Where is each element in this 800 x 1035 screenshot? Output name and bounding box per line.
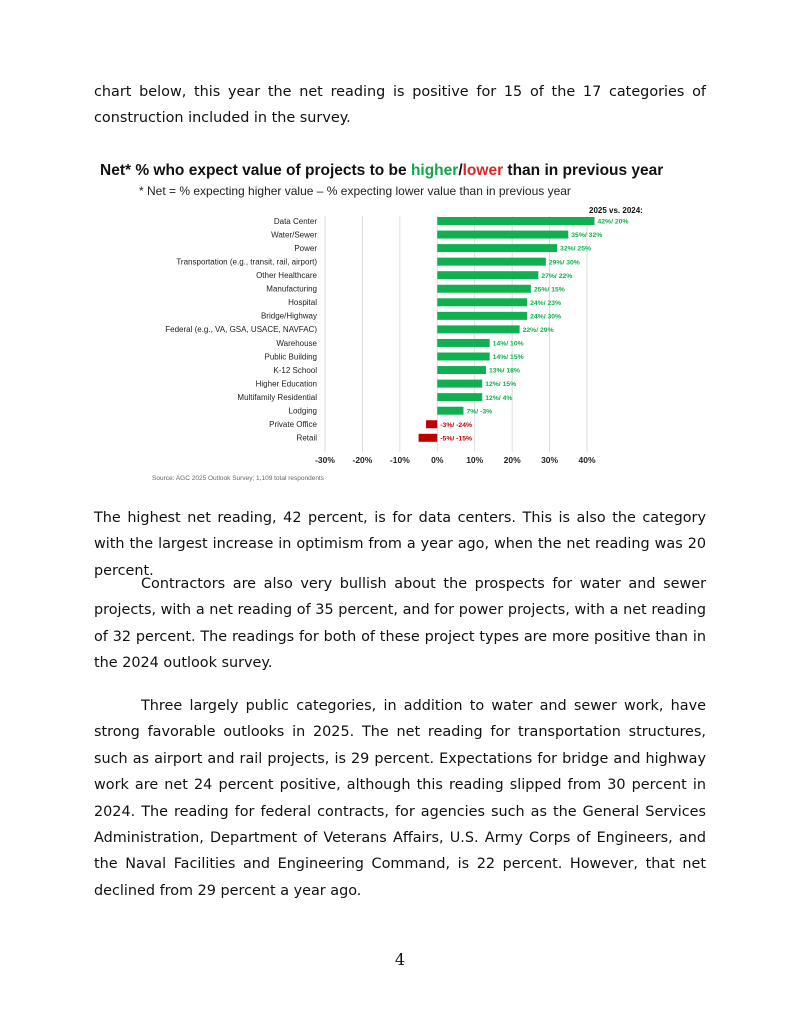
- category-label: Data Center: [273, 216, 317, 226]
- category-label: Power: [294, 243, 317, 253]
- category-label: Water/Sewer: [271, 230, 317, 240]
- category-label: Manufacturing: [266, 284, 317, 294]
- category-label: Retail: [296, 433, 317, 443]
- category-label: Federal (e.g., VA, GSA, USACE, NAVFAC): [165, 325, 317, 335]
- bar: [437, 217, 594, 225]
- bar: [437, 231, 568, 239]
- category-label: Warehouse: [276, 338, 317, 348]
- x-tick-label: 30%: [541, 455, 559, 465]
- bar: [437, 380, 482, 388]
- bar: [437, 258, 546, 266]
- bar: [437, 298, 527, 306]
- paragraph-contractors: Contractors are also very bullish about the prospects for water and sewer projects, with a net reading of 35 percent, and for power projects, with a net reading of 32 percent. The readings for both of these project types are more positive than in the 2024 outlook survey.: [94, 576, 706, 672]
- category-label: Lodging: [288, 406, 317, 416]
- data-label: 13%/ 18%: [488, 367, 520, 375]
- bar: [437, 393, 482, 401]
- bar: [437, 407, 463, 415]
- chart-subtitle: * Net = % expecting higher value – % expecting lower value than in previous year: [139, 184, 571, 198]
- legend-header: 2025 vs. 2024:: [589, 206, 643, 215]
- chart-title-lower: lower: [462, 162, 504, 179]
- x-tick-label: -10%: [389, 455, 410, 465]
- bar: [437, 339, 489, 347]
- data-label: 22%/ 29%: [522, 327, 554, 334]
- chart-title-part1: Net* % who expect value of projects to be: [100, 162, 411, 179]
- data-label: 12%/ 4%: [485, 394, 513, 402]
- bar: [437, 312, 527, 320]
- bar: [437, 285, 531, 293]
- data-label: 7%/ -3%: [466, 408, 493, 416]
- x-tick-label: 0%: [431, 455, 444, 465]
- category-label: K-12 School: [273, 365, 317, 375]
- data-label: 42%/ 20%: [597, 218, 629, 226]
- bar: [419, 434, 438, 442]
- data-label: 14%/ 15%: [492, 354, 524, 362]
- category-label: Private Office: [269, 420, 317, 430]
- data-label: 25%/ 15%: [533, 286, 565, 294]
- category-label: Transportation (e.g., transit, rail, airport): [176, 257, 317, 267]
- data-label: 12%/ 15%: [485, 381, 517, 389]
- data-label: 24%/ 30%: [530, 313, 562, 321]
- x-axis-ticks: [315, 455, 596, 465]
- bar: [426, 420, 437, 428]
- category-label: Public Building: [264, 352, 317, 362]
- category-label: Bridge/Highway: [260, 311, 317, 321]
- data-label: -5%/ -15%: [440, 435, 473, 443]
- x-tick-label: 20%: [503, 455, 521, 465]
- category-label: Multifamily Residential: [237, 392, 317, 402]
- chart-title-part2: than in previous year: [503, 162, 664, 179]
- paragraph-intro: chart below, this year the net reading is positive for 15 of the 17 categories of construction included in the survey.: [94, 84, 706, 127]
- data-label: 14%/ 10%: [492, 340, 524, 348]
- bar: [437, 325, 519, 333]
- category-label: Higher Education: [255, 379, 317, 389]
- data-label: 27%/ 22%: [541, 272, 573, 280]
- net-expectations-chart: [94, 150, 706, 490]
- paragraph-highest: The highest net reading, 42 percent, is for data centers. This is also the category with the largest increase in optimism from a year ago, when the net reading was 20 percent.: [94, 510, 706, 579]
- x-tick-label: -20%: [352, 455, 373, 465]
- data-label: 35%/ 32%: [571, 232, 603, 240]
- category-label: Other Healthcare: [256, 271, 317, 280]
- x-tick-label: 40%: [578, 455, 596, 465]
- bar: [437, 353, 489, 361]
- paragraph-public: Three largely public categories, in addition to water and sewer work, have strong favorable outlooks in 2025. The net reading for transportation structures, such as airport and rail projects, is 29 percent. Expectations for bridge and highway work are net 24 percent positive, although this reading slipped from 30 percent in 2024. The reading for federal contracts, for agencies such as the General Services Administration, Department of Veterans Affairs, U.S. Army Corps of Engineers, and the Naval Facilities and Engineering Command, is 22 percent. However, that net declined from 29 percent a year ago.: [94, 698, 706, 899]
- chart-title-higher: higher: [410, 162, 459, 179]
- bar: [437, 244, 557, 252]
- data-label: 32%/ 25%: [560, 245, 592, 253]
- data-label: 24%/ 23%: [530, 299, 562, 307]
- x-tick-label: 10%: [466, 455, 484, 465]
- category-label: Hospital: [288, 298, 317, 308]
- x-tick-label: -30%: [315, 455, 335, 465]
- bar: [437, 366, 486, 374]
- data-label: 29%/ 30%: [548, 259, 580, 267]
- data-label: -3%/ -24%: [440, 421, 473, 429]
- chart-title: [100, 162, 663, 179]
- page-number: 4: [394, 950, 406, 969]
- chart-svg: [94, 150, 706, 490]
- bar: [437, 271, 538, 279]
- chart-source: Source: AGC 2025 Outlook Survey; 1,109 total respondents: [152, 475, 324, 482]
- chart-title-sep: /: [458, 162, 463, 179]
- category-labels: [165, 217, 317, 443]
